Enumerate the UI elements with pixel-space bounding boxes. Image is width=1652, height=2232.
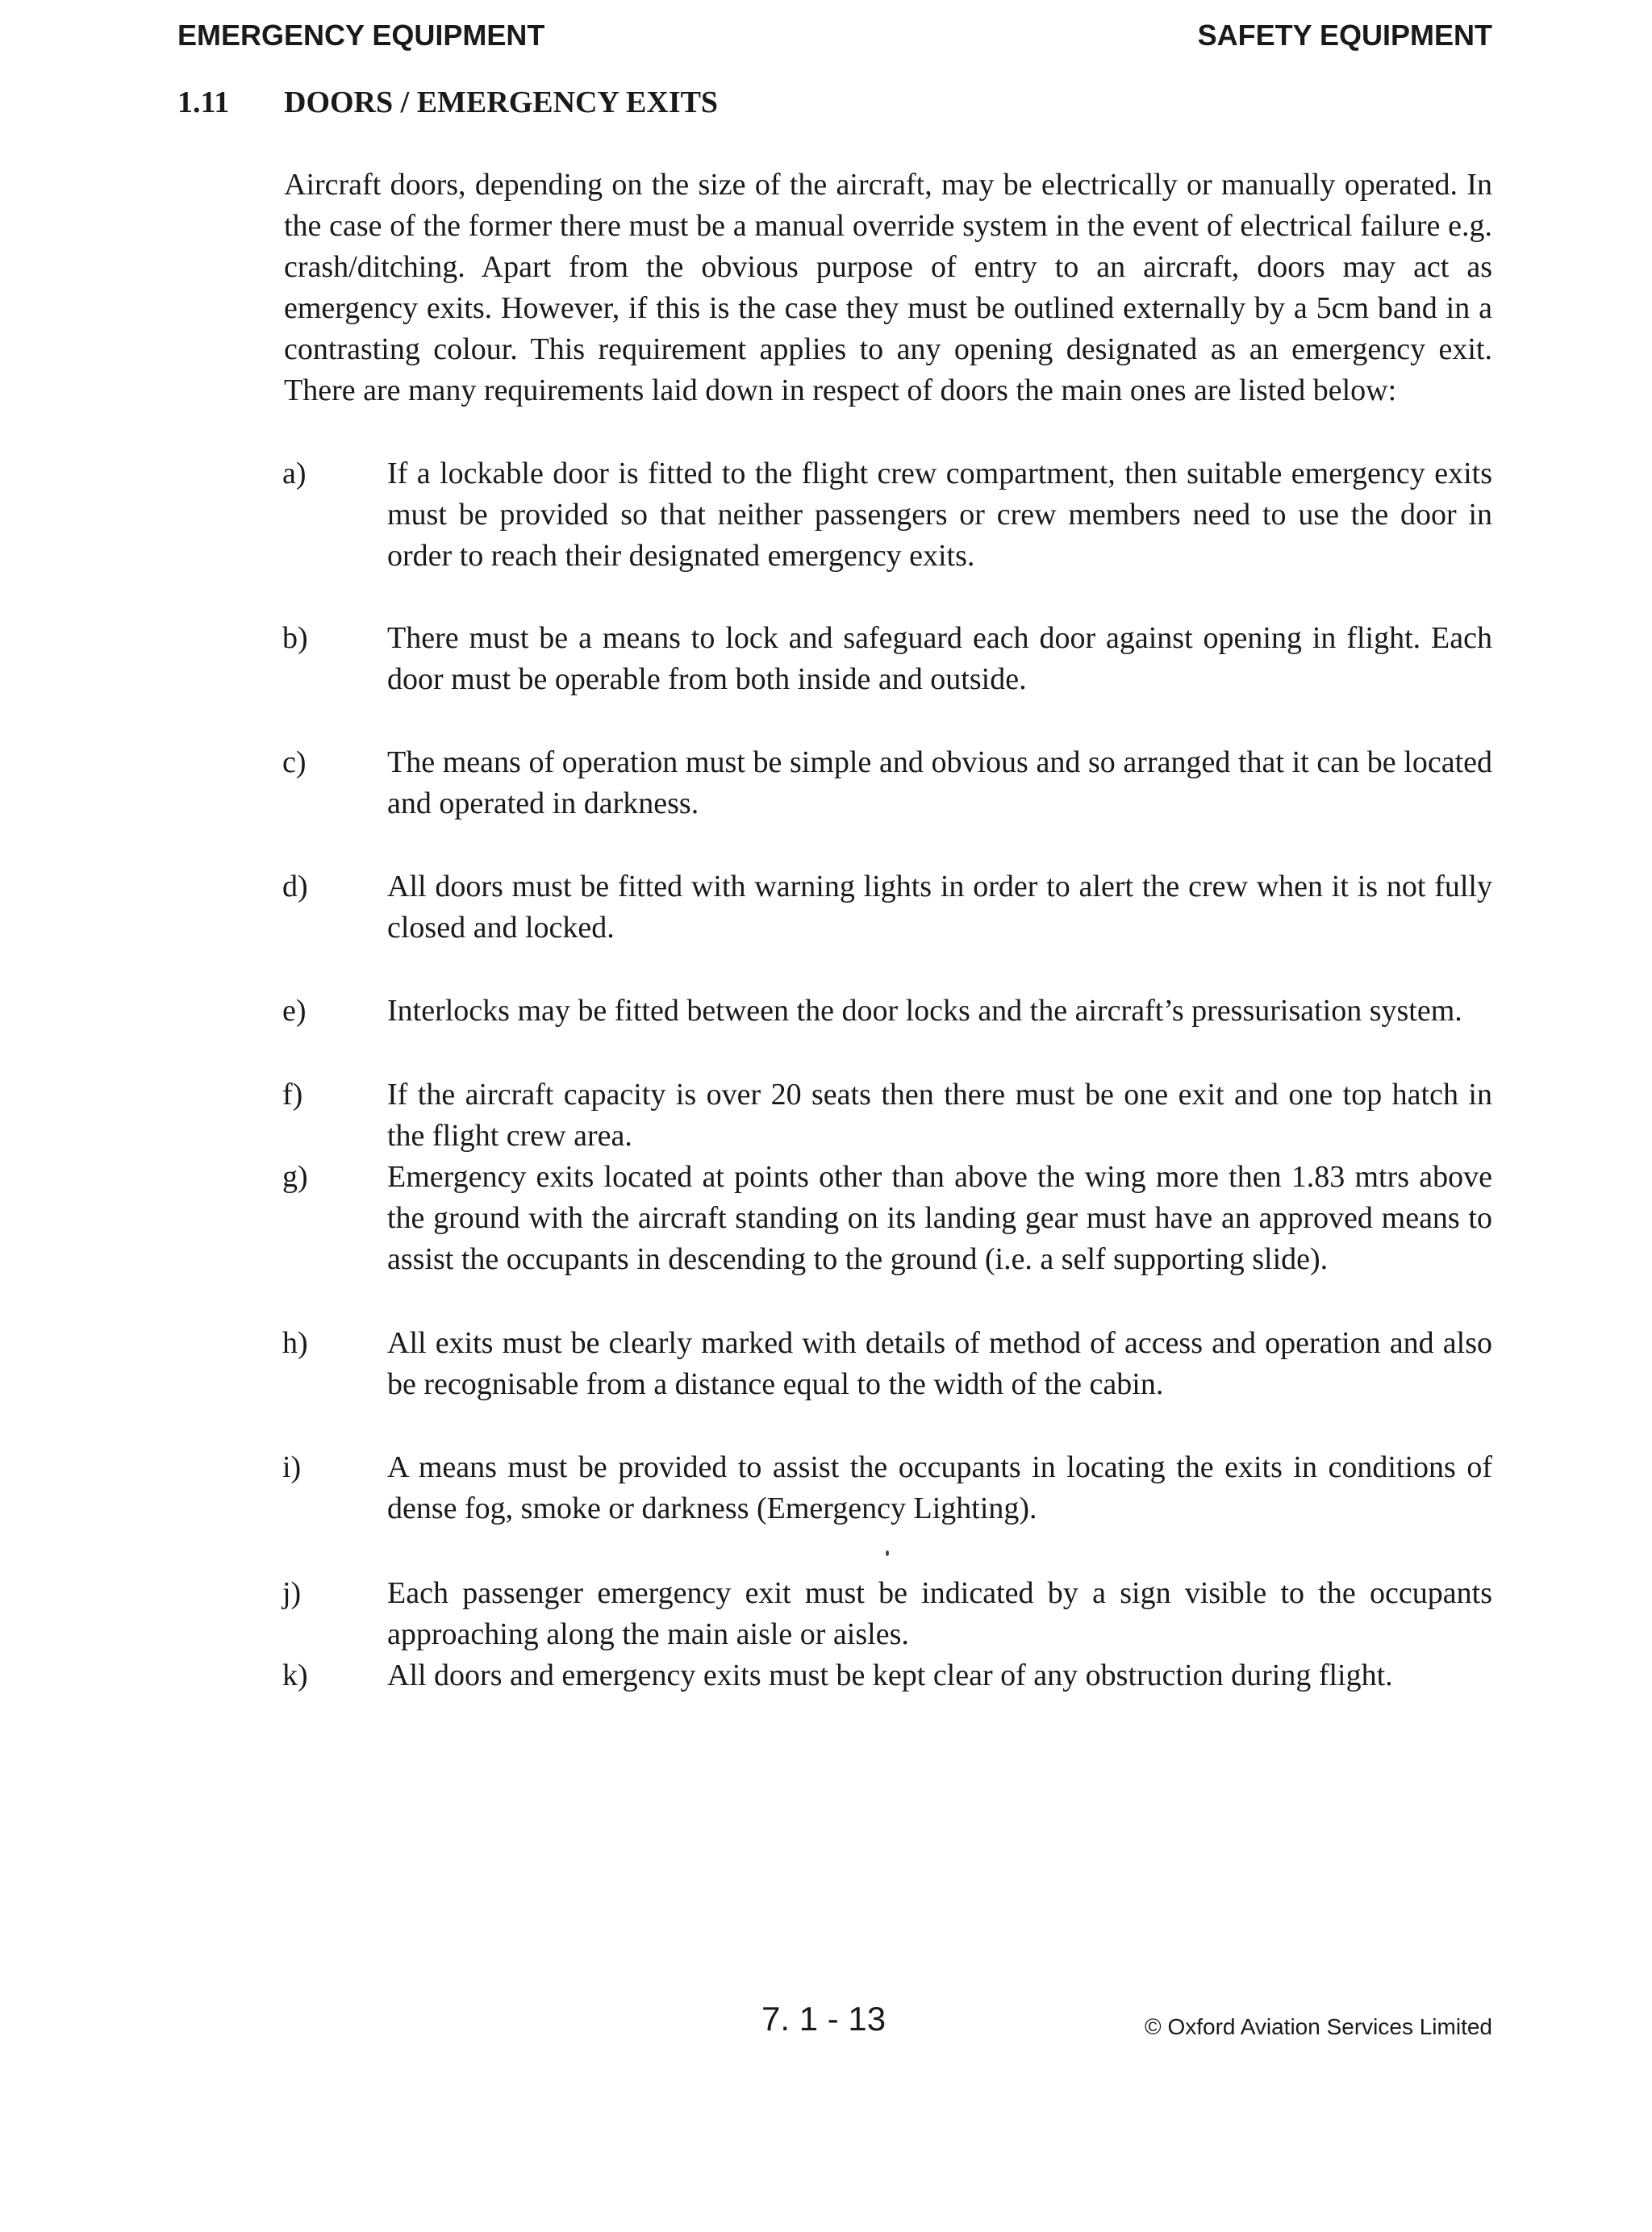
list-item-text: Interlocks may be fitted between the door locks and the aircraft’s pressurisation system. bbox=[387, 994, 1462, 1028]
list-item-text: If a lockable door is fitted to the flight crew compartment, then suitable emergency exits must be provided so that neither passengers or crew members need to use the door in order to reach their designated emergency exits. bbox=[387, 457, 1492, 573]
list-item-letter: h) bbox=[282, 1326, 308, 1360]
list-item-text: The means of operation must be simple and obvious and so arranged that it can be located and operated in darkness. bbox=[387, 745, 1492, 820]
list-item-letter: i) bbox=[282, 1450, 302, 1484]
copyright-notice: © Oxford Aviation Services Limited bbox=[1145, 2014, 1492, 2039]
list-item-letter: f) bbox=[282, 1078, 303, 1112]
list-item-letter: a) bbox=[282, 457, 307, 490]
list-item-letter: k) bbox=[282, 1658, 308, 1692]
section-number: 1.11 bbox=[177, 86, 230, 119]
list-item-text: Emergency exits located at points other than above the wing more then 1.83 mtrs above the ground with the aircraft standing on its landing gear must have an approved means to assist the occupants in descending to the ground (i.e. a self supporting slide). bbox=[387, 1160, 1492, 1276]
list-item-letter: e) bbox=[282, 994, 307, 1028]
list-item-text: All doors must be fitted with warning lights in order to alert the crew when it is not fully closed and locked. bbox=[387, 870, 1492, 945]
list-item-text: All exits must be clearly marked with details of method of access and operation and also be recognisable from a distance equal to the width of the cabin. bbox=[387, 1326, 1492, 1401]
list-item-text: Each passenger emergency exit must be indicated by a sign visible to the occupants approaching along the main aisle or aisles. bbox=[387, 1576, 1492, 1651]
header-chapter: EMERGENCY EQUIPMENT bbox=[177, 19, 545, 52]
header-topic: SAFETY EQUIPMENT bbox=[1197, 19, 1492, 52]
list-item-text: A means must be provided to assist the occupants in locating the exits in conditions of dense fog, smoke or darkness (Emergency Lighting). bbox=[387, 1450, 1492, 1525]
page-number: 7. 1 - 13 bbox=[761, 2000, 886, 2038]
list-item-letter: d) bbox=[282, 870, 308, 903]
list-item-text: If the aircraft capacity is over 20 seats then there must be one exit and one top hatch in the flight crew area. bbox=[387, 1078, 1492, 1153]
list-item-letter: j) bbox=[282, 1576, 302, 1610]
list-item-letter: g) bbox=[282, 1160, 308, 1194]
intro-paragraph: Aircraft doors, depending on the size of the aircraft, may be electrically or manually operated. In the case of the former there must be a manual override system in the event of electrical failure e.g. crash/ditching. Apart from the obvious purpose of entry to an aircraft, doors may act as emergency exits. However, if this is the case they must be outlined externally by a 5cm band in a contrasting colour. This requirement applies to any opening designated as an emergency exit. There are many requirements laid down in respect of doors the main ones are listed below: bbox=[284, 168, 1492, 407]
list-item-text: All doors and emergency exits must be kept clear of any obstruction during flight. bbox=[387, 1658, 1393, 1692]
list-item-letter: b) bbox=[282, 621, 308, 655]
scan-speck bbox=[886, 1550, 889, 1556]
list-item-text: There must be a means to lock and safeguard each door against opening in flight. Each door must be operable from both inside and outside. bbox=[387, 621, 1492, 696]
section-title: DOORS / EMERGENCY EXITS bbox=[284, 86, 719, 119]
list-item-letter: c) bbox=[282, 745, 307, 779]
